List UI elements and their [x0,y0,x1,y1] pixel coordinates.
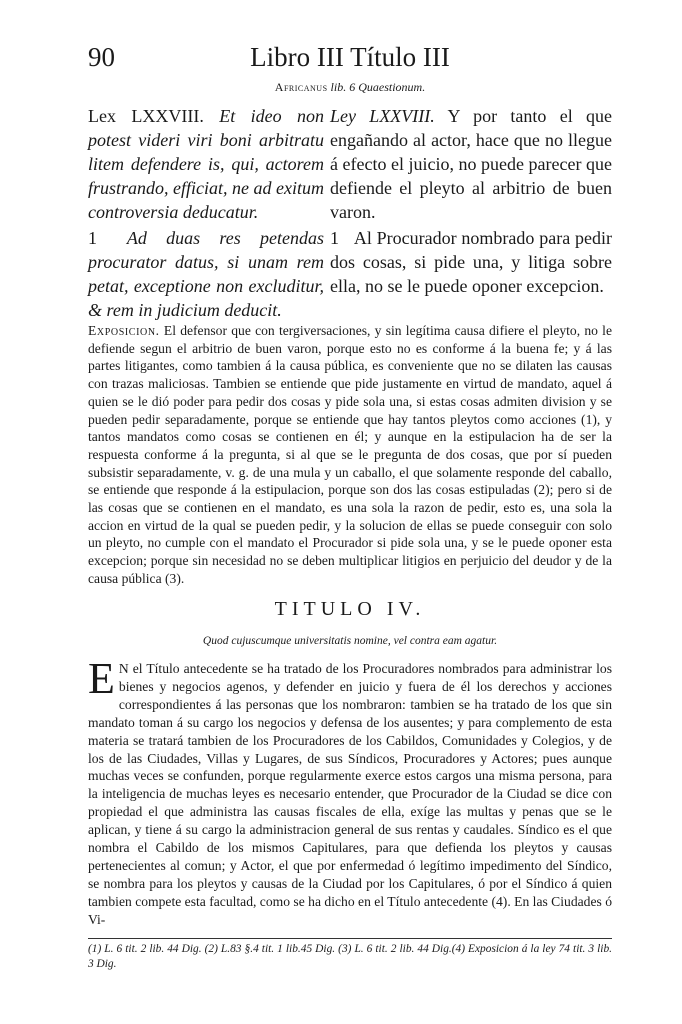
exposicion-label: Exposicion. [88,323,160,338]
latin-column [88,104,324,322]
source-work: lib. 6 Quaestionum. [330,80,426,94]
body-text: N el Título antecedente se ha tratado de los Procuradores nombrados para administrar los bienes y negocios agenos, y defender en juicio y fuera de él los derechos y acciones correspondientes á las personas que los nombraron: tambien se ha tratado de los que sin mandato toman á su cargo los negocios y defensa de los ausentes; y para complemento de esta materia se tratará tambien de los Procuradores de los Cabildos, Comunidades y Colegios, y de los de las Ciudades, Villas y Lugares, de sus Síndicos, Procuradores y Actores; pues aunque muchas veces se confunden, porque regularmente exerce estos cargos una misma persona, para la inteligencia de muchas leyes es necesario entender, que Procurador de la Ciudad se dice con propiedad el que administra las causas fiscales de ella, exíge las multas y penas que se le aplican, y tiene á su cargo la administracion general de sus rentas y caudales. Síndico es el que nombra el Cabildo de los mismos Capitulares, para que defienda los pleytos y causas pertenecientes al comun; y Actor, el que por enfermedad ó legítimo impedimento del Síndico, se nombra para los pleytos y causas de la Ciudad por los Capitulares, ó por el Síndico á quien tambien compete esta facultad, como se ha dicho en el Título antecedente (4). En las Ciudades ó Vi- [88,661,612,927]
footnote-rule [88,938,612,939]
footnotes: (1) L. 6 tit. 2 lib. 44 Dig. (2) L.83 §.4 tit. 1 lib.45 Dig. (3) L. 6 tit. 2 lib. 44 Dig.(4) Exposicion á la ley 74 tit. 3 lib. 3 Dig. [88,943,612,970]
source-citation [88,80,612,95]
latin-lex-text: Et ideo non potest videri viri boni arbitratu litem defendere is, qui, actorem frustrando, efficiat, ne ad exitum controversia deducatur. [88,106,324,222]
section-rubric: Quod cujuscumque universitatis nomine, vel contra eam agatur. [202,635,498,647]
exposicion-text: El defensor que con tergiversaciones, y sin legítima causa difiere el pleyto, no le defiende segun el arbitrio de buen varon, porque esto no es conforme á la buena fe; y á las partes litigantes, como tambien á la causa pública, es conveniente que no se dilaten las causas con trazas maliciosas. Tambien se entiende que pide justamente en virtud de mandato, aquel á quien se le dió poder para pedir dos cosas y pide sola una, si estas cosas admiten division y se pueden pedir separadamente, porque se entiende que hay tantos pleytos como acciones (1), y tantos mandatos como cosas se contienen en él; y aunque en la estipulacion ha de ser la respuesta conforme á la pregunta, si al que se le pregunta de dos cosas, que por sí pueden subsistir separadamente, v. g. de una mula y un caballo, el que solamente responde del caballo, se entiende que responde á la estipulacion, porque son dos las cosas estipuladas (2); pero si de las cosas que se contienen en el mandato, es una sola la razon de pedir, esto es, una sola la accion en virtud de la qual se pueden pedir, y la solucion de ellas se puede conseguir con solo un pleyto, no cumple con el mandato el Procurador si pide sola una, y se le puede oponer esta excepcion; porque sin necesidad no se deben multiplicar litigios en perjuicio del deudor y de la causa pública (3). [88,323,612,586]
latin-paragraph-1 [88,226,324,322]
running-title: Libro III Título III [250,42,450,72]
latin-lex-paragraph [88,104,324,224]
source-author: Africanus [274,80,328,94]
spanish-paragraph-text: Al Procurador nombrado para pedir dos cosas, si pide una, y litiga sobre ella, no se le puede oponer excepcion. [330,228,612,296]
spanish-ley-text: Y por tanto el que engañando al actor, hace que no llegue á efecto el juicio, no puede parecer que defiende el pleyto al arbitrio de buen varon. [330,106,613,222]
spanish-column [330,104,612,298]
page-number: 90 [88,42,115,72]
spanish-ley-label: Ley LXXVIII. [330,106,435,126]
spanish-paragraph-1 [330,226,612,298]
body-paragraph [88,654,612,929]
latin-paragraph-text: Ad duas res petendas procurator datus, si unam rem petat, exceptione non excluditur, & rem in judicium deducit. [88,228,324,320]
spanish-paragraph-number: 1 [330,228,339,248]
exposicion-paragraph [88,322,612,588]
section-heading: TITULO IV. [274,598,426,620]
page-header [88,40,612,74]
latin-lex-label: Lex LXXVIII. [88,106,204,126]
latin-paragraph-number: 1 [88,228,97,248]
drop-cap: E [88,654,115,703]
spanish-ley-paragraph [330,104,612,224]
